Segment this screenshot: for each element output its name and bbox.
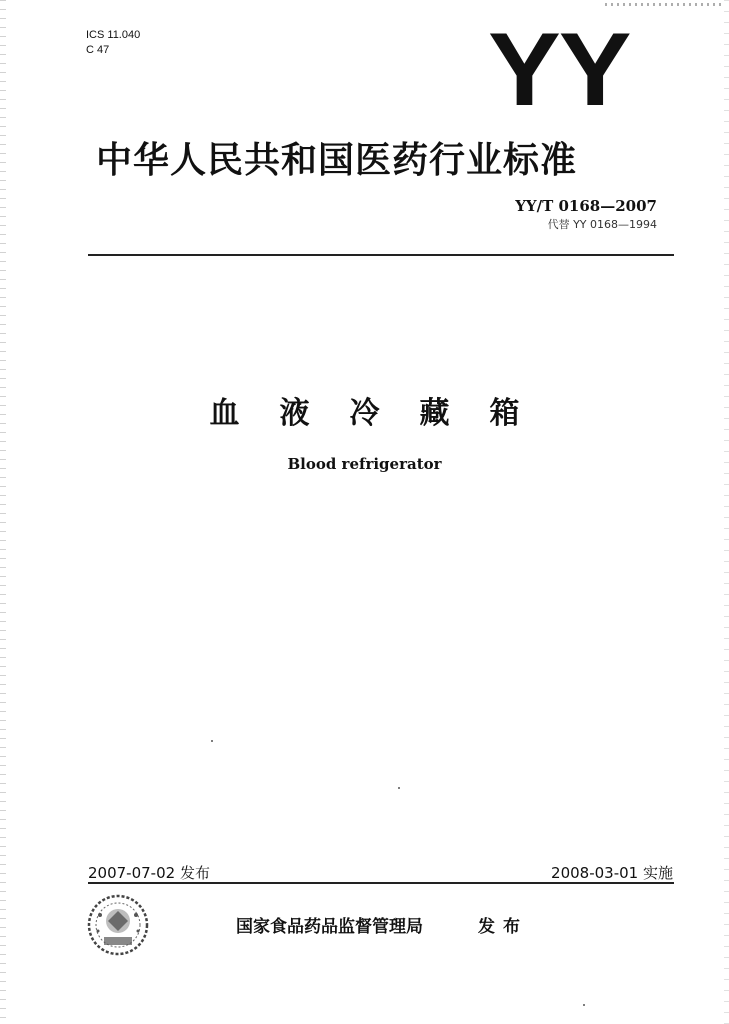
scan-edge-left [0, 0, 6, 1024]
official-seal-icon [86, 893, 150, 957]
implementation-date: 2008-03-01 实施 [551, 864, 673, 882]
scan-speck [211, 740, 213, 742]
scan-speck [398, 787, 400, 789]
standard-organization-title: 中华人民共和国医药行业标准 [96, 140, 578, 181]
scan-speck [583, 1004, 585, 1006]
issue-date: 2007-07-02 发布 [88, 864, 210, 882]
issuing-authority: 国家食品药品监督管理局 [236, 917, 423, 937]
replaces-standard: 代替 YY 0168—1994 [547, 218, 657, 231]
footer-divider [88, 882, 674, 884]
classification-codes [86, 28, 140, 58]
yy-logo: YY [488, 12, 630, 128]
scan-noise-top [605, 3, 725, 6]
issuing-action: 发布 [478, 917, 528, 937]
document-title-english: Blood refrigerator [287, 455, 442, 473]
scan-edge-right [724, 0, 729, 1024]
document-title-chinese: 血液冷藏箱 [209, 396, 560, 431]
standard-number: YY/T 0168—2007 [515, 197, 657, 215]
header-divider [88, 254, 674, 256]
ics-code: ICS 11.040 [86, 29, 141, 41]
ccs-code: C 47 [86, 44, 110, 56]
